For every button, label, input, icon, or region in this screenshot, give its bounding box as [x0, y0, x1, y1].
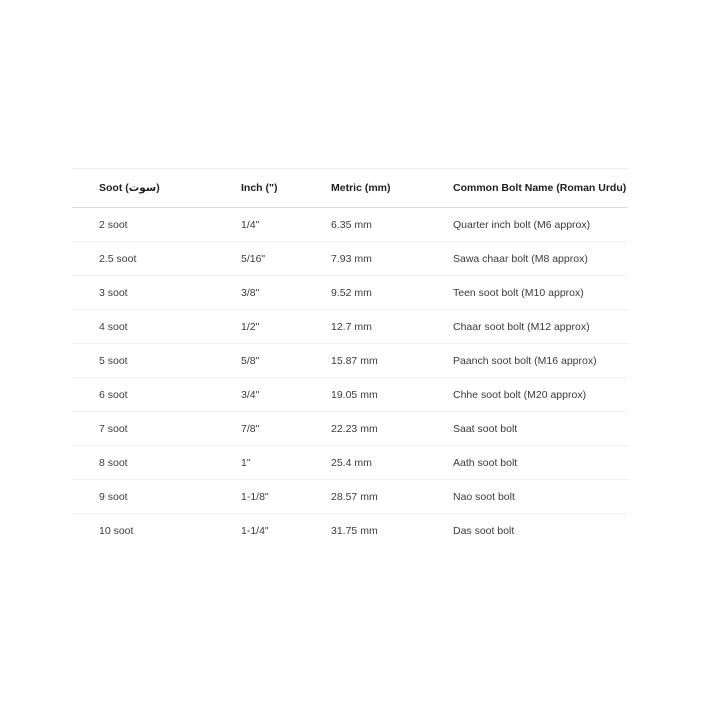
- cell-metric: 6.35 mm: [331, 208, 453, 242]
- cell-bolt-name: Das soot bolt: [453, 524, 515, 537]
- table-row: [72, 276, 628, 310]
- cell-bolt-name: Saat soot bolt: [453, 412, 628, 446]
- cell-bolt-name: Paanch soot bolt (M16 approx): [453, 344, 628, 378]
- cell-soot: 3 soot: [72, 276, 241, 310]
- cell-inch: 1/2": [241, 310, 331, 344]
- cell-inch: 3/8": [241, 276, 331, 310]
- cell-metric: 9.52 mm: [331, 276, 453, 310]
- cell-metric: 19.05 mm: [331, 378, 453, 412]
- cell-metric: 15.87 mm: [331, 344, 453, 378]
- table-row: [72, 446, 628, 480]
- cell-metric: 31.75 mm: [331, 524, 378, 537]
- table-row: [72, 378, 628, 412]
- cell-soot: 10 soot: [99, 524, 134, 537]
- column-header-bolt-name: Common Bolt Name (Roman Urdu): [453, 169, 628, 208]
- cell-inch: 1/4": [241, 208, 331, 242]
- cell-inch: 1-1/8": [241, 480, 331, 514]
- cell-soot: 4 soot: [72, 310, 241, 344]
- cell-inch: 7/8": [241, 412, 331, 446]
- cell-bolt-name: Aath soot bolt: [453, 446, 628, 480]
- column-header-inch: Inch ("): [241, 169, 331, 208]
- table-header: [72, 169, 628, 208]
- table-row: [72, 514, 628, 548]
- cell-metric: 28.57 mm: [331, 480, 453, 514]
- cell-metric: 7.93 mm: [331, 242, 453, 276]
- cell-bolt-name: Chhe soot bolt (M20 approx): [453, 378, 628, 412]
- cell-inch: 5/8": [241, 344, 331, 378]
- cell-inch: 3/4": [241, 378, 331, 412]
- cell-bolt-name: Sawa chaar bolt (M8 approx): [453, 242, 628, 276]
- cell-bolt-name: Nao soot bolt: [453, 480, 628, 514]
- cell-soot: 5 soot: [72, 344, 241, 378]
- table-row: [72, 208, 628, 242]
- cell-metric: 12.7 mm: [331, 310, 453, 344]
- table-row: [72, 344, 628, 378]
- cell-soot: 6 soot: [72, 378, 241, 412]
- table-row: [72, 480, 628, 514]
- cell-soot: 7 soot: [72, 412, 241, 446]
- table-row: [72, 242, 628, 276]
- cell-inch: 5/16": [241, 242, 331, 276]
- cell-bolt-name: Teen soot bolt (M10 approx): [453, 276, 628, 310]
- cell-soot: 8 soot: [72, 446, 241, 480]
- bolt-size-table-container: [72, 168, 628, 547]
- column-header-soot: Soot (سوت): [72, 169, 241, 208]
- cell-bolt-name: Quarter inch bolt (M6 approx): [453, 208, 628, 242]
- column-header-metric: Metric (mm): [331, 169, 453, 208]
- cell-soot: 9 soot: [72, 480, 241, 514]
- cell-bolt-name: Chaar soot bolt (M12 approx): [453, 310, 628, 344]
- cell-inch: 1-1/4": [241, 524, 269, 537]
- bolt-size-table: [72, 169, 628, 547]
- cell-metric: 22.23 mm: [331, 412, 453, 446]
- table-body: [72, 208, 628, 548]
- cell-inch: 1": [241, 446, 331, 480]
- cell-metric: 25.4 mm: [331, 446, 453, 480]
- table-header-row: [72, 169, 628, 208]
- cell-soot: 2.5 soot: [72, 242, 241, 276]
- cell-soot: 2 soot: [72, 208, 241, 242]
- table-row: [72, 412, 628, 446]
- table-row: [72, 310, 628, 344]
